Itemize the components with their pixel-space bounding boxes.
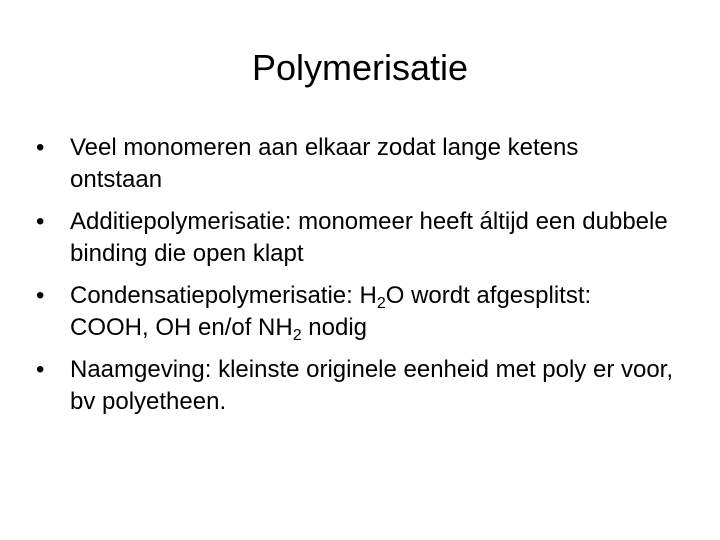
bullet-text: Naamgeving: kleinste originele eenheid met poly er voor, bv polyetheen. (70, 356, 674, 415)
bullet-dot-icon: • (36, 208, 45, 235)
bullet-text (70, 282, 592, 344)
bullet-list (36, 132, 676, 428)
bullet-text-part: O wordt afgesplitst: COOH, OH en/of NH (70, 282, 592, 341)
bullet-item-condensatiepolymerisatie (36, 280, 676, 344)
bullet-dot-icon: • (36, 134, 45, 161)
bullet-text-part: nodig (301, 314, 368, 341)
bullet-item-monomeren (36, 132, 676, 196)
slide-title: Polymerisatie (251, 47, 469, 88)
subscript-2: 2 (376, 295, 386, 312)
bullet-item-additiepolymerisatie (36, 206, 676, 270)
bullet-text: Additiepolymerisatie: monomeer heeft áltijd een dubbele binding die open klapt (70, 208, 668, 267)
subscript-2: 2 (292, 327, 302, 344)
bullet-text: Veel monomeren aan elkaar zodat lange ketens ontstaan (70, 134, 579, 193)
bullet-item-naamgeving (36, 354, 676, 418)
bullet-dot-icon: • (36, 282, 45, 309)
bullet-dot-icon: • (36, 356, 45, 383)
bullet-text-part: Condensatiepolymerisatie: H (70, 282, 377, 309)
